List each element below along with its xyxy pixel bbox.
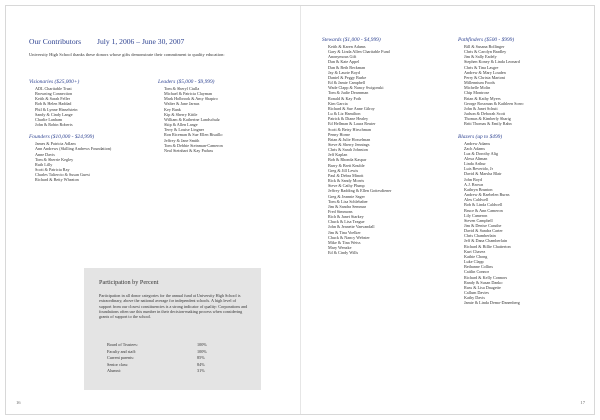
donor-name: John Boyd [464,176,483,182]
date-range: July 1, 2006 – June 30, 2007 [97,37,185,46]
stat-value: 31% [197,368,205,374]
donor-name: Ed Hellman & Laura Reuter [328,121,376,127]
donor-name: Jim & Tina Voelker [328,229,361,235]
donor-name: Kip & Sherry Kittle [164,111,198,117]
donor-name: Scott & Betsy Hirschman [328,126,371,132]
donor-name: Dan & Kate Appel [328,59,360,65]
section-title-stewards: Stewards ($1,000 - $4,999) [322,37,381,43]
stat-row [107,368,252,375]
donor-name: Tom & Lisa Schlebaber [328,198,368,204]
section-title-visionaries: Visionaries ($25,000+) [29,79,80,85]
donor-name: Perry & Christa Martoni [464,74,506,80]
donor-name: Jim & Sally Eadely [464,54,497,60]
donor-name: Walter & Jane Jarnas [164,101,200,107]
stat-label: Faculty and staff: [107,348,137,354]
donor-name: Rich & Janet Starkey [328,214,364,220]
left-column [29,79,112,183]
donor-name: Key Bank [164,106,181,112]
donor-name: Luke Clapp [464,259,484,265]
stat-value: 100% [197,348,207,354]
stat-value: 84% [197,361,205,367]
donor-name: Ed & Cindy Wills [328,250,359,256]
donor-name: Bill & Susana Bollinger [464,44,505,49]
donor-name: Tom & Sheryl Ciulla [164,86,200,91]
donor-name: Greg & Jeannie Sager [328,193,365,199]
middle-column [158,79,223,153]
donor-name: Steve & Sherry Jennings [328,141,370,147]
donor-name: William & Katherine Landschulz [164,116,220,122]
donor-name: Lily Cameron [464,212,488,218]
donor-name: Gary & Linda Allen Charitable Fund [328,49,390,55]
donor-name: Mary Wenzke [328,245,352,251]
participation-box [84,268,261,390]
donor-name: Judson & Deborah Scott [464,111,506,117]
donor-name: Jay & Laurie Boyd [328,69,360,75]
stat-label: Senior class: [107,361,129,367]
donor-name: Keith & Karen Adams [328,44,366,49]
donor-name: George Rossman & Kathleen Sorro [464,100,524,106]
brochure-spread [5,5,595,415]
donor-name: Richard & Kelly Connors [464,274,508,280]
donor-name: Mike & Tina Weiss [328,239,361,245]
donor-name: Alex Caldwell [464,197,489,203]
stat-value: 85% [197,355,205,361]
donor-name: Charles Taliercio & Susan Guest [35,172,90,178]
donor-list [35,86,111,127]
donor-name: Kurt Chavez [464,248,486,254]
donor-name: Ed & Jamie Campbell [328,80,366,86]
donor-name: Bethanne Collins [464,264,493,270]
page-header [29,37,184,46]
donor-name: Bob & Helen Haddad [35,101,72,107]
donor-name: Jeffrey & Jane Smith [164,137,200,143]
donor-name: Jeffrey Radding & Ellen Gottesdiener [328,188,392,194]
donor-name: David & Sandra Carter [464,228,503,234]
section-title-blazers: Blazers (up to $499) [458,133,503,140]
donor-name: ADL Charitable Trust [35,86,72,91]
donor-list [464,141,523,306]
donor-name: David & Marsha Blair [464,171,502,177]
donor-name: Chris & Carolyn Bradley [464,49,507,55]
donor-name: Millennium Foods [464,80,496,86]
donor-name: Kathy Davis [464,295,486,301]
donor-name: Rick & Sandy Morris [328,178,365,184]
donor-name: Daniel & Peggy Burke [328,74,367,80]
donor-name: Ruth Lilly [35,161,53,167]
donor-name: Tom & Sherrie Kegley [35,156,74,162]
page-number-right: 17 [580,400,585,405]
donor-name: Jeff Kaplan [328,152,348,158]
stat-label: Current parents: [107,355,135,361]
donor-name: Phil & Lynne Hinselstein [35,106,78,112]
donor-list [464,44,523,127]
donor-name: Mark Holbrook & Amy Shapiro [164,96,218,102]
donor-name: Scott & Patricia Ray [35,167,70,173]
donor-name: Michael & Patricia Clayman [164,91,213,97]
donor-name: Barry & Brett Knuble [328,162,365,168]
left-page [6,6,300,414]
donor-name: Chris & Sarah Johnston [328,147,368,153]
donor-name: Randy & Susan Danko [464,279,503,285]
donor-list [328,44,391,255]
donor-name: Alexa Altman [464,155,488,161]
donor-name: Andrew & Raebelen Burns [464,192,510,198]
page-title: Our Contributors [29,37,82,46]
page-number-left: 16 [16,400,21,405]
donor-name: James & Patricia Adlam [35,141,76,147]
donor-name: Keith & Sarah Feller [35,96,71,102]
stewards-column [322,37,392,256]
stat-row [107,349,252,356]
stat-label: Board of Trustees: [107,342,138,347]
donor-name: Luz & Dorothy Alig [464,150,499,156]
stat-row [107,362,252,369]
participation-text: Participation in all donor categories for the annual fund at University High School is extraordinary, above the national average for independent schools. A high level of support from our closest constituencies is a strong indicator of quality: Corporations and foundations often use this number in their decision-making process when considering grants of support to the school. [99,293,248,320]
donor-name: Greg & Jill Lewis [328,167,359,173]
donor-name: Charlie Lanham [35,116,63,122]
right-page [301,6,595,414]
donor-name: Britt Thomas & Emily Rahn [464,121,512,127]
donor-name: Andrew Adams [464,140,491,146]
donor-name: Brian & Julie Hosselman [328,136,371,142]
donor-name: Linda Arthur [464,161,486,167]
donor-name: Thomas & Kimberly Sharig [464,116,511,122]
right-column [458,37,524,306]
donor-name: Andrew & Mary Louden [464,69,506,75]
donor-name: Anonymous Gift [328,54,357,60]
section-title-pathfinders: Pathfinders ($500 - $999) [458,37,515,43]
donor-name: Penny Horne [328,131,350,137]
donor-name: Chuck & Lisa Teague [328,219,365,225]
donor-name: Caitlin Connor [464,269,490,275]
donor-name: Bruce & Ann Cameron [464,207,503,213]
donor-name: A.J. Brown [464,181,484,187]
donor-name: Ronald & Kay Foth [328,95,362,101]
donor-name: Luis Beverido, Jr [464,166,493,172]
donor-name: Chris Chamberlain [464,233,496,239]
donor-name: Anne Davis [35,151,55,157]
donor-name: Neal Steinhart & Kay Paduss [164,147,214,153]
donor-name: Callum Davies [464,290,490,296]
donor-name: Ann Andrews (Skilling Andrews Foundation) [35,146,112,152]
stat-row [107,342,252,349]
donor-name: Bob & Rhonda Kaspar [328,157,367,163]
donor-name: Kathie Chong [464,253,488,259]
donor-name: Tom & Debbie Steinman-Cameron [164,142,223,148]
donor-name: Terry & Louise Lingner [164,127,205,133]
donor-name: Jamie & Linda Demo-Danenberg [464,300,520,306]
stat-value: 100% [197,342,207,347]
donor-name: Chuck & Nancy Webster [328,234,370,240]
donor-name: Paul & Debra Minott [328,172,364,178]
donor-name: Skip & Allen Lange [164,122,198,128]
donor-name: Stephen Koney & Linda Leonard [464,59,520,65]
donor-name: Jim & Sandra Semmar [328,203,367,209]
donor-name: Richard & Sue Anne Gilroy [328,105,375,111]
donor-name: Steven Campbell [464,217,493,223]
donor-name: John & Robin Roberts [35,122,73,128]
donor-list [164,86,223,153]
participation-stats [107,342,252,375]
donor-name: Lu & Liz Hamilton [328,111,361,117]
donor-name: Zach Adams [464,145,486,151]
donor-name: Fred Simmons [328,209,353,214]
donor-name: Ron Riceman & Sue Ellen Bisaillo [164,132,223,138]
participation-title: Participation by Percent [99,279,159,286]
donor-name: Michelle Molin [464,85,491,91]
donor-name: Russ & Lisa Daugette [464,284,501,290]
donor-name: Richard & Billie Chatterton [464,243,511,249]
section-title-founders: Founders ($10,000 - $24,999) [29,134,95,141]
donor-name: Dan & Beth Beckman [328,64,366,70]
donor-name: Steve & Cathy Plump [328,183,365,189]
donor-name: Kathryn Brunton [464,186,493,192]
donor-name: Patrick & Diane Healey [328,116,369,122]
donor-name: John & Janet Schutt [464,105,498,111]
donor-name: Jeff & Dana Chamberlain [464,238,508,244]
stat-label: Alumni: [107,368,121,374]
donor-name: Richard & Betty Wheaton [35,177,79,183]
donor-name: John & Jeanette Vanvandall [328,224,375,230]
intro-text: University High School thanks these donors whose gifts demonstrate their commitment to quality education: [29,52,225,57]
donor-name: Chris & Tina Lasgre [464,64,499,70]
section-title-leaders: Leaders ($5,000 - $9,999) [158,79,215,85]
stat-row [107,355,252,362]
donor-name: Wade Clapp & Nancy Swigonski [328,85,384,91]
donor-name: Brian & Kathy Myers [464,95,501,101]
donor-name: Browning Connection [35,91,73,97]
donor-name: Sandy & Cindy Lange [35,111,73,117]
donor-name: Tom & Judie Dearnman [328,90,369,96]
donor-name: Chip Montrose [464,90,490,96]
donor-name: Jim & Denise Caruthe [464,223,502,228]
donor-list [35,141,111,182]
donor-name: Bob & Linda Caldwell [464,202,503,208]
donor-name: Kim Garcia [328,100,348,106]
